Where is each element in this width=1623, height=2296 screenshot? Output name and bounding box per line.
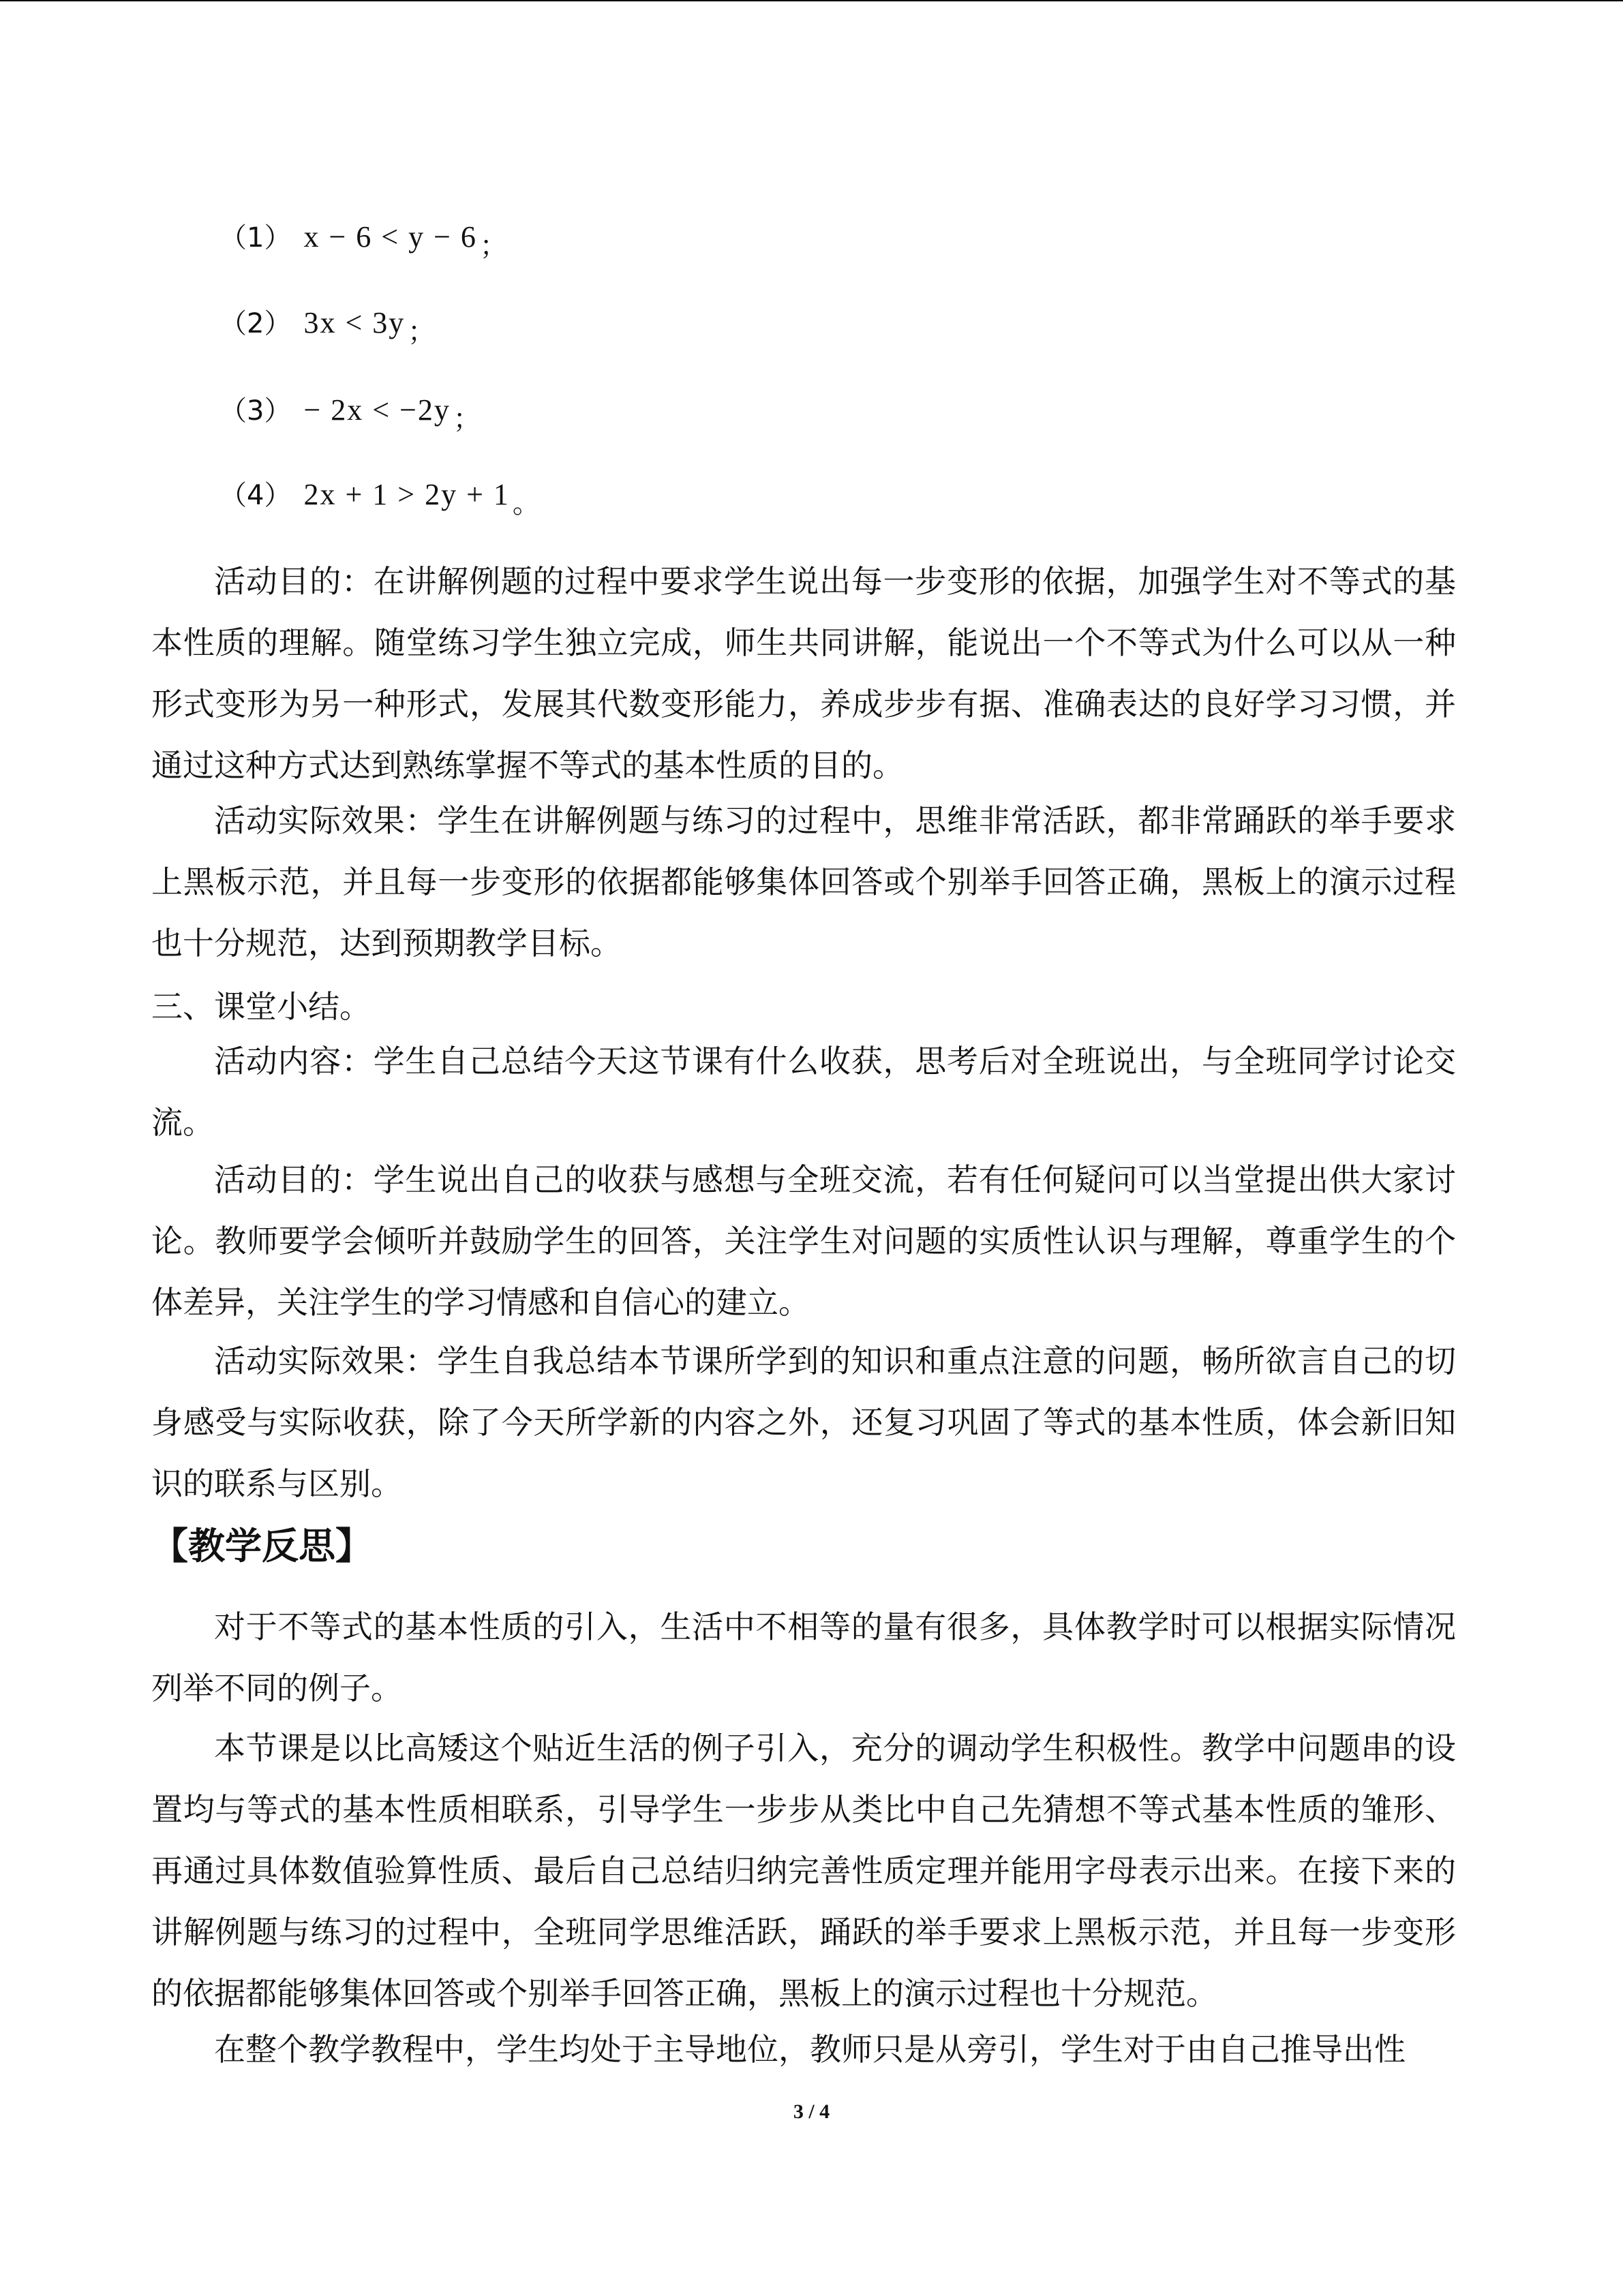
punctuation: 。 [512, 488, 540, 519]
punctuation: ； [453, 403, 481, 435]
reflection-paragraph-3: 在整个教学教程中，学生均处于主导地位，教师只是从旁引，学生对于由自己推导出性 [214, 2031, 1406, 2068]
reflection-paragraph-2: 本节课是以比高矮这个贴近生活的例子引入，充分的调动学生积极性。教学中问题串的设置均与等式的基本性质相联系，引导学生一步步从类比中自己先猜想不等式基本性质的雏形、再通过具体数值验算性质、最后自己总结归纳完善性质定理并能用字母表示出来。在接下来的讲解例题与练习的过程中，全班同学思维活跃，踊跃的举手要求上黑板示范，并且每一步变形的依据都能够集体回答或个别举手回答正确，黑板上的演示过程也十分规范。 [151, 1730, 1456, 2012]
exercise-number: （3） [219, 395, 292, 427]
punctuation: ； [479, 230, 507, 262]
inequality-expression: − 2x < −2y [303, 393, 451, 427]
exercise-2 [219, 303, 436, 348]
page-number: 3 / 4 [793, 2100, 830, 2123]
punctuation: ； [408, 316, 436, 348]
exercise-3 [219, 390, 481, 435]
exercise-number: （4） [219, 480, 292, 511]
summary-purpose-paragraph: 活动目的：学生说出自己的收获与感想与全班交流，若有任何疑问可以当堂提出供大家讨论。教师要学会倾听并鼓励学生的回答，关注学生对问题的实质性认识与理解，尊重学生的个体差异，关注学生的学习情感和自信心的建立。 [151, 1161, 1456, 1321]
exercise-number: （1） [219, 222, 292, 254]
exercise-1 [219, 217, 507, 262]
inequality-expression: 2x + 1 > 2y + 1 [303, 478, 510, 511]
exercise-number: （2） [219, 308, 292, 339]
reflection-paragraph-1: 对于不等式的基本性质的引入，生活中不相等的量有很多，具体教学时可以根据实际情况列举不同的例子。 [151, 1608, 1456, 1706]
activity-content-paragraph: 活动内容：学生自己总结今天这节课有什么收获，思考后对全班说出，与全班同学讨论交流。 [151, 1043, 1456, 1141]
activity-effect-paragraph: 活动实际效果：学生在讲解例题与练习的过程中，思维非常活跃，都非常踊跃的举手要求上黑板示范，并且每一步变形的依据都能够集体回答或个别举手回答正确，黑板上的演示过程也十分规范，达到预期教学目标。 [151, 802, 1456, 962]
activity-purpose-paragraph: 活动目的：在讲解例题的过程中要求学生说出每一步变形的依据，加强学生对不等式的基本性质的理解。随堂练习学生独立完成，师生共同讲解，能说出一个不等式为什么可以从一种形式变形为另一种形式，发展其代数变形能力，养成步步有据、准确表达的良好学习习惯，并通过这种方式达到熟练掌握不等式的基本性质的目的。 [151, 563, 1456, 784]
exercise-4 [219, 474, 540, 519]
teaching-reflection-heading: 【教学反思】 [151, 1525, 372, 1567]
document-page [0, 1, 1623, 2296]
section-title-summary: 三、课堂小结。 [151, 988, 371, 1025]
inequality-expression: 3x < 3y [303, 306, 406, 339]
inequality-expression: x − 6 < y − 6 [303, 220, 477, 254]
summary-effect-paragraph: 活动实际效果：学生自我总结本节课所学到的知识和重点注意的问题，畅所欲言自己的切身感受与实际收获，除了今天所学新的内容之外，还复习巩固了等式的基本性质，体会新旧知识的联系与区别。 [151, 1343, 1456, 1502]
